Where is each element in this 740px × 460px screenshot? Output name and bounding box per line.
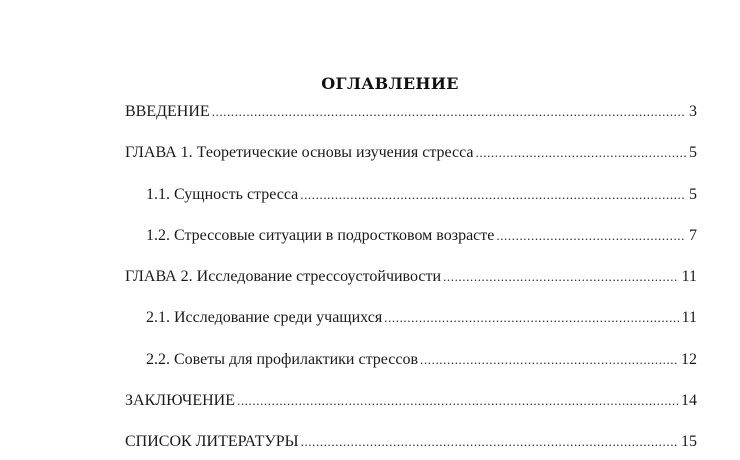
toc-entry-page: 7 — [689, 226, 697, 244]
toc-entry-page: 11 — [681, 309, 697, 327]
toc-entry-label: 2.2. Советы для профилактики стрессов — [146, 345, 420, 375]
toc-entry-label: 2.1. Исследование среди учащихся — [146, 303, 384, 333]
dot-leader — [476, 138, 686, 168]
toc-entry-page: 14 — [681, 392, 697, 410]
toc-entry-page: 5 — [689, 185, 697, 203]
dot-leader — [443, 262, 679, 292]
toc-entry-page: 11 — [681, 268, 697, 286]
toc-entry-page: 12 — [681, 350, 697, 368]
toc-entry-page: 5 — [689, 144, 697, 162]
toc-entry-page: 15 — [681, 433, 697, 451]
toc-entry-label: ГЛАВА 2. Исследование стрессоустойчивости — [125, 262, 443, 292]
toc-entry-introduction[interactable] — [125, 97, 697, 127]
toc-entry-section-1-2[interactable] — [125, 221, 697, 251]
toc-entry-label: 1.2. Стрессовые ситуации в подростковом возрасте — [146, 221, 496, 251]
toc-entry-section-2-1[interactable] — [125, 303, 697, 333]
dot-leader — [496, 221, 686, 251]
toc-entry-label: СПИСОК ЛИТЕРАТУРЫ — [125, 427, 301, 457]
dot-leader — [212, 97, 686, 127]
toc-entry-label: ГЛАВА 1. Теоретические основы изучения стресса — [125, 138, 476, 168]
dot-leader — [301, 427, 678, 457]
toc-entry-conclusion[interactable] — [125, 386, 697, 416]
dot-leader — [384, 303, 678, 333]
toc-entry-page: 3 — [689, 103, 697, 120]
toc-entry-section-2-2[interactable] — [125, 345, 697, 375]
dot-leader — [300, 180, 686, 210]
toc-entry-chapter-1[interactable] — [125, 138, 697, 168]
toc-entry-label: ЗАКЛЮЧЕНИЕ — [125, 386, 237, 416]
toc-entry-label: 1.1. Сущность стресса — [146, 180, 300, 210]
toc-title: ОГЛАВЛЕНИЕ — [321, 74, 459, 93]
toc-entry-section-1-1[interactable] — [125, 180, 697, 210]
toc-entry-references[interactable] — [125, 427, 697, 457]
toc-entry-label: ВВЕДЕНИЕ — [125, 97, 212, 127]
dot-leader — [420, 345, 678, 375]
dot-leader — [237, 386, 678, 416]
toc-entry-chapter-2[interactable] — [125, 262, 697, 292]
table-of-contents — [125, 97, 697, 457]
